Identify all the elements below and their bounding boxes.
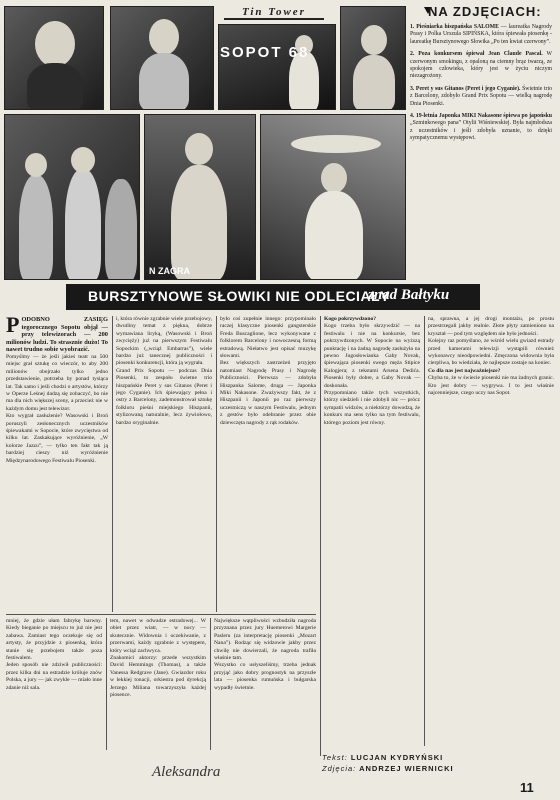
paragraph: Pomyślmy — że jeśli jakieś teatr na 500 miejsc grał sztukę co wieczór, to aby 200 milionów obejrzało tylko jedno przedstawienie, potrzeba by ponad tysiąca lat. Tak samo i jeśli chodzi o artystów, którzy w Operze Leśnej dadzą się zobaczyć, bo nie ma dla nich większej sceny, a przecież nie w każdym domu jest telewizor. — [6, 353, 108, 412]
paragraph: Jeden sposób nie zdziwił publiczności: przez kilka dni na estradzie króluje znów Polska, a jury — jak zwykle — miało inne zdanie niż sala. — [6, 662, 102, 691]
photo-sopot-stage — [218, 24, 336, 110]
photo-peret-y-sus-gitanos — [4, 114, 140, 280]
text-credit: Tekst: LUCJAN KYDRYŃSKI — [322, 753, 444, 762]
paragraph: Grand Prix Sopotu — podczas Dnia Piosenki, to zespołu świetne trio hiszpańskie Peret y sus Gitanos (Peret i jego Cyganie). Ich śpiewający pełna i ostry z Barcelony, zademonstrował sztukę folkloru pieśni miejskiego Hiszpanii, stylizowaną naturalnie, lecz żywiołowo, bardzo oryginalnie. — [116, 367, 212, 426]
photo-artist-top-right — [340, 6, 406, 110]
article-column-8 — [214, 618, 316, 750]
author-signature: Aleksandra — [152, 764, 221, 780]
article-column-4 — [324, 316, 420, 746]
article-column-5 — [428, 316, 554, 746]
photo-salome-sipinska — [4, 6, 104, 110]
article-column-3 — [220, 316, 316, 612]
photo-jean-claude-pascal — [144, 114, 256, 280]
drop-cap: P — [6, 316, 20, 337]
article-column-2 — [116, 316, 212, 612]
caption-item: 3. Peret y sus Gitanos (Peret i jego Cyganie). Świetnie trio z Barcelony, zdobyło Grand Prix Sopotu — wielką nagrodę Dnia Piosenki. — [410, 85, 552, 107]
paragraph: mniej, że gdzie ułam fabrykę barwny. Kiedy bieganie po miejscu to już nie jest zabawa. Zamiast tego oczekuje się od artysty, że przyjdzie z piosenką, która stanie się przebojem także poza festiwalem. — [6, 618, 102, 662]
photo-captions — [410, 24, 552, 148]
article-column-1 — [6, 316, 108, 612]
photo-credit: Zdjęcia: ANDRZEJ WIERNICKI — [322, 764, 454, 773]
caption-item: 2. Poza konkursem śpiewał Jean Claude Pascal. W czerwonym smokingu, z opaloną na ciemny brąz twarzą, ze spokojem człowieka, który jest w życiu niczym niezagrożony. — [410, 51, 552, 80]
paragraph: tem, nawet w odwadze estradowej... W obiet przez wiatr, — w nocy — skutecznie. Widownia i oczekiwanie, z przerwami, każdy zgrabnie z występem, który wciąż zachwyca. — [110, 618, 206, 654]
paragraph: Bez większych zastrzeżeń przyjęto natomiast Nagrodę Prasy i Nagrodę Publiczności. Pierwsza — zdobyła Hiszpanka Salome, druga — Japonka Miki Nakasone. Zważywszy fakt, że z Hiszpanii i Japonii po raz pierwszy uczestniczą w naszym Festiwalu, jednym z gestów było odebranie przez obie dziewczęta nagrody z rąk rodaków. — [220, 360, 316, 426]
band-logo: Tin Tower — [224, 6, 324, 20]
photo-caption: N ZAGRA — [149, 266, 190, 276]
paragraph: Kogo trzeba było skrzywdzić — na festiwalu i nie na konkursie, bez pokrzywdzonych. W Sopocie na wyższą punktację i na żadną nagrodę zasłużyła na pewno Jugosłowianka Gaby Novak, śpiewająca piosenki swego męża Stipice Kalogjera; z tekstami Arsena Dedića. Piosenki były dobre, a Gaby Novak — doskonała. — [324, 323, 420, 389]
paragraph: Największe wątpliwości wzbudziła nagroda przyznana przez jury Huemerowi Margerie Pasleru (za interpretację piosenki „Mozart Nana”). Rodząc się widzowie jakby przez chwilę nie dowierzali, że nagroda trafiła właśnie tam. — [214, 618, 316, 662]
sopot-68-title: SOPOT 68 — [220, 44, 310, 61]
caption-item: 4. 19-letnia Japonka MIKI Nakasone śpiewa po japońsku „Szminkowego pana” Otylii Wiśniewskiej. Była najmłodsza z uczestników i jeśli zdobyła uznanie, to dzięki sympatycznemu występowi. — [410, 113, 552, 142]
paragraph: na, sprawna, a jej drogi montażu, po prostu przestrzegali jakby realnie. Złote płyty zamieniono na kryształ — pod tym względem nie było jedności. — [428, 316, 554, 337]
question-heading: Co dla nas jest najważniejsze? — [428, 367, 501, 374]
photo-miki-nakasone — [260, 114, 406, 280]
paragraph: Chyba to, że w świecie piosenki nie ma żadnych granic. Kto jest dobry — wygrywa. I to jest właśnie najcenniejsze, czego uczy nas Sopot. — [428, 375, 554, 397]
paragraph: było coś zupełnie innego: przypominało raczej klasyczne piosenki gangsterskie Freda Buscaglione, lecz wykonywane z folklorem Barcelony i nowoczesną formą estradową. Niełatwo jest opisać muzykę słowami. — [220, 316, 316, 360]
article-title: BURSZTYNOWE SŁOWIKI NIE ODLECIAŁY — [88, 288, 390, 304]
page-number: 11 — [520, 780, 534, 795]
article-column-6 — [6, 618, 102, 750]
photo-singer-top-center — [110, 6, 214, 110]
section-heading: NA ZDJĘCIACH: — [428, 4, 542, 19]
paragraph: Kolejny raz pomyślano, ze wśród wielu gwiazd estrady przed kamerami telewizji wystąpili również wykonawcy nieodpowiedni. Zmęczona widownia była cierpliwa, bo wiedziała, że najlepsze zostaje na koniec. — [428, 338, 554, 367]
caption-item: 1. Pieśniarka hiszpańska SALOME — laureatka Nagrody Prasy i Polka Urszula SIPIŃSKA, która śpiewała piosenkę - laureatkę Bursztynowego Słowika „Po ten kwiat czerwony”. — [410, 24, 552, 45]
lead-paragraph: ODOBNO ZASIĘG tegorocznego Sopotu objął — przy telewizorach — 200 milionów ludzi. To strasznie dużo! To nawet trudno sobie wyobrazić. — [6, 316, 108, 354]
article-column-7 — [110, 618, 206, 750]
article-title-band — [66, 284, 480, 310]
paragraph: i, która równie zgrabnie wiele przebojowy, dwutliny temat z piękna, dobrze wymawiana liryką, (Wasowski i Broń zwycięży) już na pierwszym Festiwalu Sopockim („wciąż Embarras”), wiele bardzo już tanecznej publiczności i piosenki konkurencji, która ją wygrała. — [116, 316, 212, 367]
paragraph: Kto wygrał zasłużenie? Wasowski i Broń poruszyli zesłonecznych uczestników śpiewakami w Sopocie, które zwycięstwa od kilku lat. Zaskakujące wyróżnienie, „W kolorze Jazzu”, — tylko ten fakt tak ją bardziej cieszy niż wyróżnienie Międzynarodowego Festiwalu Piosenki. — [6, 413, 108, 464]
article-subtitle: znad Bałtyku — [368, 287, 450, 303]
credits — [322, 752, 454, 774]
paragraph: Znakomici aktorzy: przede wszystkim David Hemmings (Thomas), a także Vanessa Redgrave (Jane). Gwiazdor roku w lekkiej tonacji, orkiestra pod dyrekcją Jerzego Miliana towarzyszyła każdej piosence. — [110, 655, 206, 699]
paragraph: Przypomniano także tych wszystkich, którzy siedzieli i nie zdobyli nic — prócz sympatii widzów, a niektórzy dowodzą, że konkurs ma sens tylko na tym festiwalu, którego poziom jest równy. — [324, 390, 420, 426]
paragraph: Wszystko co usłyszeliśmy, trzeba jednak przyjąć jako dobry prognostyk na przyszłe lata — piosenka rumuńska i bułgarska wypadły świetnie. — [214, 662, 316, 691]
question-heading: Kogo pokrzywdzono? — [324, 316, 377, 322]
